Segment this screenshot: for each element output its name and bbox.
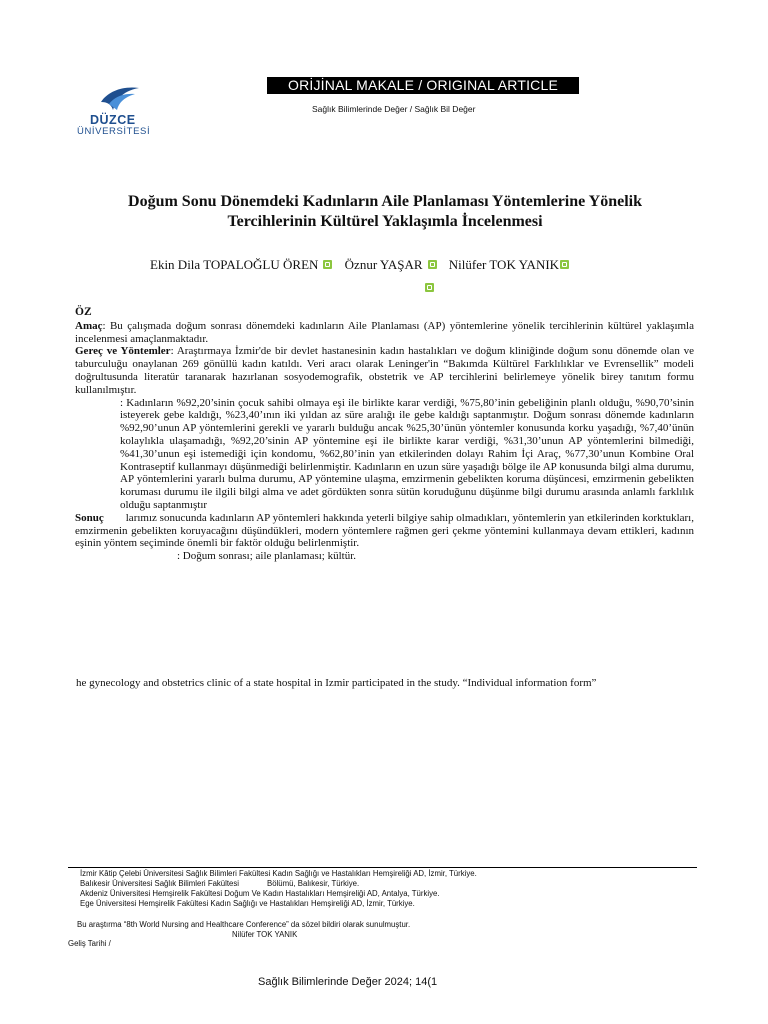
english-abstract-fragment: he gynecology and obstetrics clinic of a state hospital in Izmir participated in the study. “Individual information form” [76, 677, 597, 689]
abstract-results: : Kadınların %92,20’sinin çocuk sahibi olmaya eşi ile birlikte karar verdiği, %75,80’inin gebeliğinin planlı olduğu, %90,70’sinin isteyerek gebe kaldığı, %23,40’ının iki yıldan az süre aralığı ile gebe kaldığı saptanmıştır. Doğum sonrası dönemde kadınların %92,90’unun AP yöntemlerini gerekli ve yararlı bulduğu ancak %25,30’ünün yöntemler konusunda korku yaşadığı, %7,40’ünün kolaylıkla ulaşamadığı, %92,20’sinin AP yöntemine eşi ile birlikte karar verdiği, %31,30’unun AP yöntemlerini bilmediği, %41,30’unun eşi istemediği için kondomu, %62,80’inin yan etkilerinden dolayı Rahim İçi Araç, %77,30’unun Kombine Oral Kontraseptif kullanmayı düşünmediği belirlenmiştir. Kadınların en uzun süre yaşadığı bölge ile AP konusunda bilgi alma durumu, AP yöntemlerini yararlı bulma durumu, AP yöntemine ulaşma, emzirmenin gebelikten koruma düşüncesi, emzirmenin gebelikten koruması durumu ile ilgili bilgi alma ve adet gördükten sonra sütün koruduğunu düşünme bilgi durumu arasında anlamlı farklılık olduğu saptanmıştır [120, 396, 694, 511]
author-list [150, 257, 578, 273]
aim-label: Amaç [75, 319, 103, 332]
footnote-divider [68, 867, 697, 868]
conclusion-label: Sonuç [75, 511, 104, 524]
affiliation-2 [80, 879, 477, 889]
received-date: Geliş Tarihi / [68, 939, 111, 948]
conclusion-text: larımız sonucunda kadınların AP yöntemleri hakkında yeterli bilgiye sahip olmadıkları, yöntemlerin yan etkilerinden korktukları, emzirmenin gebelikten koruyacağını düşündükleri, modern yöntemlere rağmen geri çekme yöntemini kullanmaya devam ettikleri, kadının eşinin yöntem seçiminde önemli bir faktör olduğu belirlenmiştir. [75, 511, 694, 550]
corresponding-author: Nilüfer TOK YANIK [232, 930, 298, 939]
abstract-tr [75, 306, 694, 563]
abstract-keywords: : Doğum sonrası; aile planlaması; kültür. [177, 550, 357, 563]
abstract-heading: ÖZ [75, 306, 92, 318]
logo-name: DÜZCE [90, 113, 136, 127]
methods-text: : Araştırmaya İzmir'de bir devlet hastanesinin kadın hastalıkları ve doğum kliniğinde doğum sonu dönemde olan ve taburculuğu onaylanan 269 gönüllü kadın katıldı. Veri aracı olarak Leninger'in “Bakımda Kültürel Farklılıklar ve Evrensellik” modeli doğrultusunda literatür taranarak hazırlanan sosyodemografik, obstetrik ve AP tercihlerini belirlemeye yönelik birey tanıtım formu kullanılmıştır. [75, 345, 695, 396]
conference-note: Bu araştırma “8th World Nursing and Healthcare Conference” da sözel bildiri olarak sunulmuştur. [77, 920, 411, 929]
article-title [80, 192, 690, 232]
orcid-icon[interactable] [425, 283, 434, 292]
abstract-methods [75, 345, 694, 396]
affiliation-4: Ege Üniversitesi Hemşirelik Fakültesi Kadın Sağlığı ve Hastalıkları Hemşireliği AD, İzmir, Türkiye. [80, 899, 415, 908]
abstract-aim [75, 320, 694, 346]
orcid-icon[interactable] [428, 260, 437, 269]
page-footer: Sağlık Bilimlerinde Değer 2024; 14(1 [258, 976, 438, 988]
affiliation-3: Akdeniz Üniversitesi Hemşirelik Fakültesi Doğum Ve Kadın Hastalıkları Hemşireliği AD, Antalya, Türkiye. [80, 889, 440, 898]
orcid-icon[interactable] [323, 260, 332, 269]
methods-label: Gereç ve Yöntemler [75, 345, 171, 358]
affiliations [80, 869, 477, 909]
affiliation-2-part-b: Bölümü, Balıkesir, Türkiye. [267, 879, 360, 888]
title-line-1: Doğum Sonu Dönemdeki Kadınların Aile Planlaması Yöntemlerine Yönelik [128, 193, 642, 210]
affiliation-2-part-a: Balıkesir Üniversitesi Sağlık Bilimleri Fakültesi [80, 879, 240, 888]
aim-text: : Bu çalışmada doğum sonrası dönemdeki kadınların Aile Planlaması (AP) yöntemlerine yönelik tercihlerinin kültürel yaklaşımla incelenmesi amaçlanmaktadır. [75, 319, 694, 345]
article-type-banner: ORİJİNAL MAKALE / ORIGINAL ARTICLE [267, 77, 579, 94]
affiliation-1: İzmir Kâtip Çelebi Üniversitesi Sağlık Bilimleri Fakültesi Kadın Sağlığı ve Hastalıkları Hemşireliği AD, İzmir, Türkiye. [80, 869, 477, 878]
university-logo [74, 84, 164, 140]
title-line-2: Tercihlerinin Kültürel Yaklaşımla İncelenmesi [227, 213, 543, 230]
logo-subtitle: ÜNİVERSİTESİ [77, 126, 151, 137]
logo-wing-icon [99, 84, 141, 114]
author-3[interactable]: Nilüfer TOK YANIK [448, 257, 560, 272]
author-1[interactable]: Ekin Dila TOPALOĞLU ÖREN [150, 257, 319, 272]
abstract-conclusion [75, 512, 694, 550]
author-2[interactable]: Öznur YAŞAR [344, 257, 423, 272]
journal-short-name: Sağlık Bilimlerinde Değer / Sağlık Bil Değer [312, 104, 476, 114]
orcid-icon[interactable] [560, 260, 569, 269]
